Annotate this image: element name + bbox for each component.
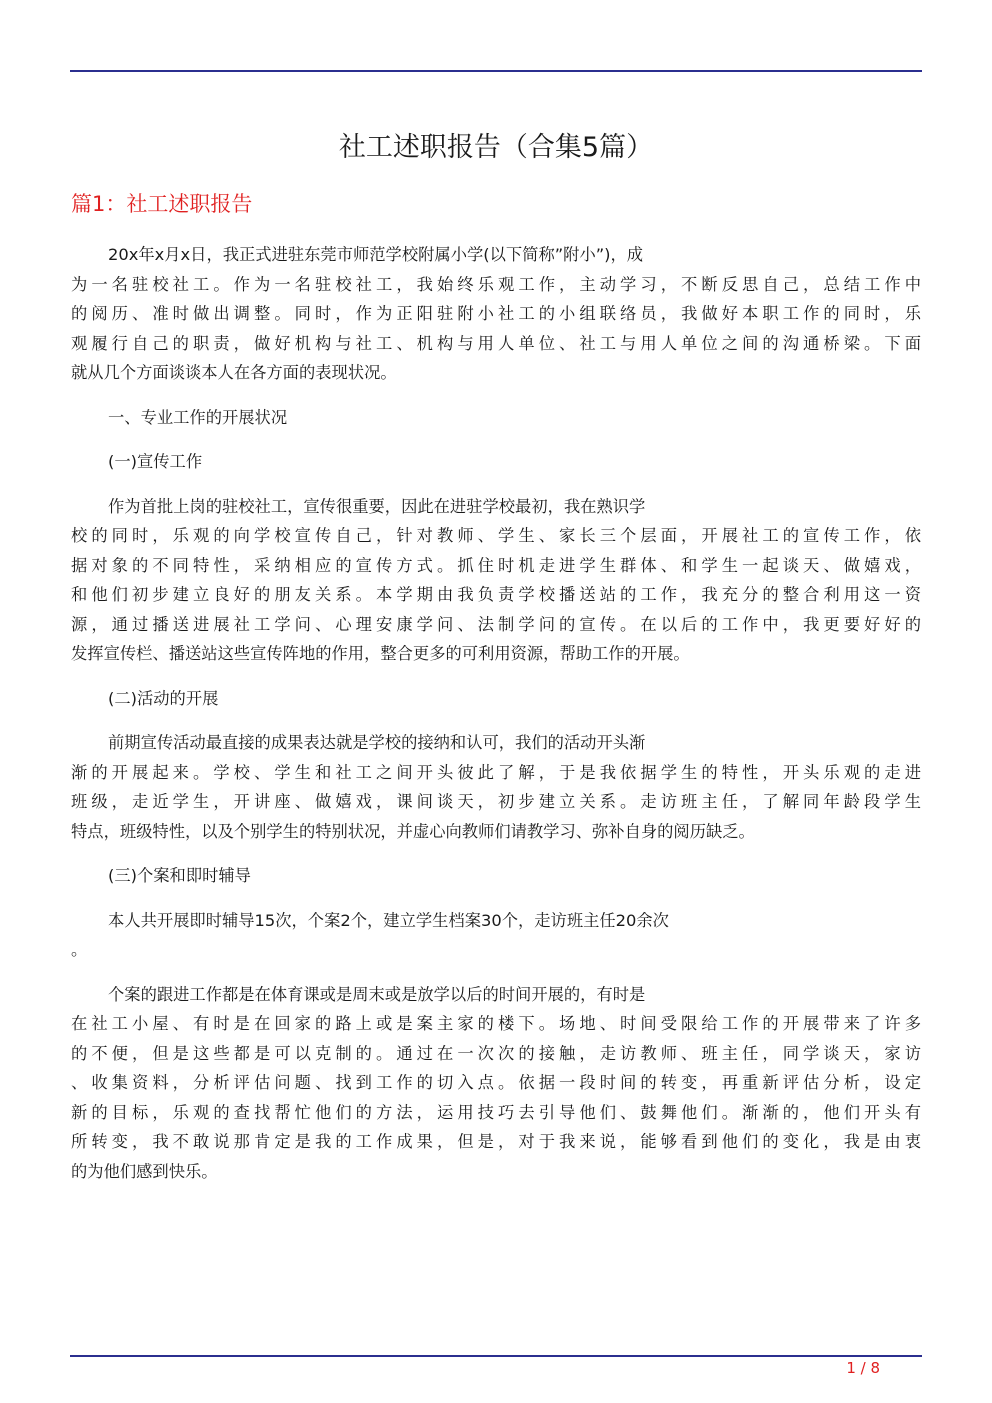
paragraph: [71, 906, 921, 965]
paragraph-line: 校的同时，乐观的向学校宣传自己，针对教师、学生、家长三个层面，开展社工的宣传工作，依: [71, 526, 921, 545]
section-title: 篇1：社工述职报告: [71, 192, 253, 216]
subheading: [71, 684, 921, 714]
paragraph-line: 一、专业工作的开展状况: [108, 407, 288, 427]
subheading: [71, 861, 921, 891]
paragraph-line: 据对象的不同特性，采纳相应的宣传方式。抓住时机走进学生群体、和学生一起谈天、做嬉戏，: [71, 555, 921, 575]
paragraph-line: 新的目标，乐观的查找帮忙他们的方法，运用技巧去引导他们、鼓舞他们。渐渐的，他们开头有: [71, 1102, 921, 1122]
paragraph-line: 作为首批上岗的驻校社工，宣传很重要，因此在进驻学校最初，我在熟识学: [108, 496, 646, 516]
paragraph-line: 。: [71, 940, 88, 959]
paragraph-line: 源，通过播送进展社工学问、心理安康学问、法制学问的宣传。在以后的工作中，我更要好好的: [71, 614, 921, 634]
paragraph: [71, 492, 921, 669]
document-title: 社工述职报告（合集5篇）: [338, 132, 654, 163]
paragraph-line: 20x年x月x日，我正式进驻东莞市师范学校附属小学(以下简称”附小”)，成: [108, 245, 644, 264]
paragraph-line: (二)活动的开展: [108, 688, 219, 708]
paragraph-line: 和他们初步建立良好的朋友关系。本学期由我负责学校播送站的工作，我充分的整合利用这一资: [71, 585, 921, 604]
paragraph-line: 本人共开展即时辅导15次，个案2个，建立学生档案30个，走访班主任20余次: [108, 910, 669, 930]
subheading: [71, 447, 921, 477]
paragraph-line: 前期宣传活动最直接的成果表达就是学校的接纳和认可，我们的活动开头渐: [108, 733, 646, 752]
paragraph-line: 个案的跟进工作都是在体育课或是周末或是放学以后的时间开展的，有时是: [108, 984, 646, 1004]
paragraph-line: (三)个案和即时辅导: [108, 866, 251, 885]
paragraph-line: 、收集资料，分析评估问题、找到工作的切入点。依据一段时间的转变，再重新评估分析，设定: [71, 1073, 921, 1092]
paragraph-line: (一)宣传工作: [108, 452, 203, 471]
footer-rule: [70, 1355, 922, 1357]
paragraph: [71, 980, 921, 1187]
paragraph-line: 班级，走近学生，开讲座、做嬉戏，课间谈天，初步建立关系。走访班主任，了解同年龄段学生: [71, 792, 921, 811]
paragraph-line: 为一名驻校社工。作为一名驻校社工，我始终乐观工作，主动学习，不断反思自己，总结工作中: [71, 274, 921, 294]
paragraph-line: 发挥宣传栏、播送站这些宣传阵地的作用，整合更多的可利用资源，帮助工作的开展。: [71, 644, 690, 663]
page-number: 1 / 8: [846, 1359, 880, 1377]
paragraph-line: 所转变，我不敢说那肯定是我的工作成果，但是，对于我来说，能够看到他们的变化，我是由衷: [71, 1132, 921, 1151]
paragraph-line: 渐的开展起来。学校、学生和社工之间开头彼此了解，于是我依据学生的特性，开头乐观的走进: [71, 762, 921, 782]
document-body: [71, 240, 921, 1201]
paragraph-line: 在社工小屋、有时是在回家的路上或是案主家的楼下。场地、时间受限给工作的开展带来了许多: [71, 1014, 921, 1033]
paragraph: [71, 728, 921, 846]
paragraph-line: 特点，班级特性，以及个别学生的特别状况，并虚心向教师们请教学习、弥补自身的阅历缺乏。: [71, 821, 755, 841]
paragraph-line: 的为他们感到快乐。: [71, 1161, 218, 1181]
header-rule: [70, 70, 922, 72]
paragraph-line: 观履行自己的职责，做好机构与社工、机构与用人单位、社工与用人单位之间的沟通桥梁。下面: [71, 333, 921, 353]
subheading: [71, 403, 921, 433]
paragraph-line: 的阅历、准时做出调整。同时，作为正阳驻附小社工的小组联络员，我做好本职工作的同时，乐: [71, 304, 921, 323]
paragraph: [71, 240, 921, 388]
paragraph-line: 就从几个方面谈谈本人在各方面的表现状况。: [71, 363, 397, 382]
paragraph-line: 的不便，但是这些都是可以克制的。通过在一次次的接触，走访教师、班主任，同学谈天，家访: [71, 1043, 921, 1063]
